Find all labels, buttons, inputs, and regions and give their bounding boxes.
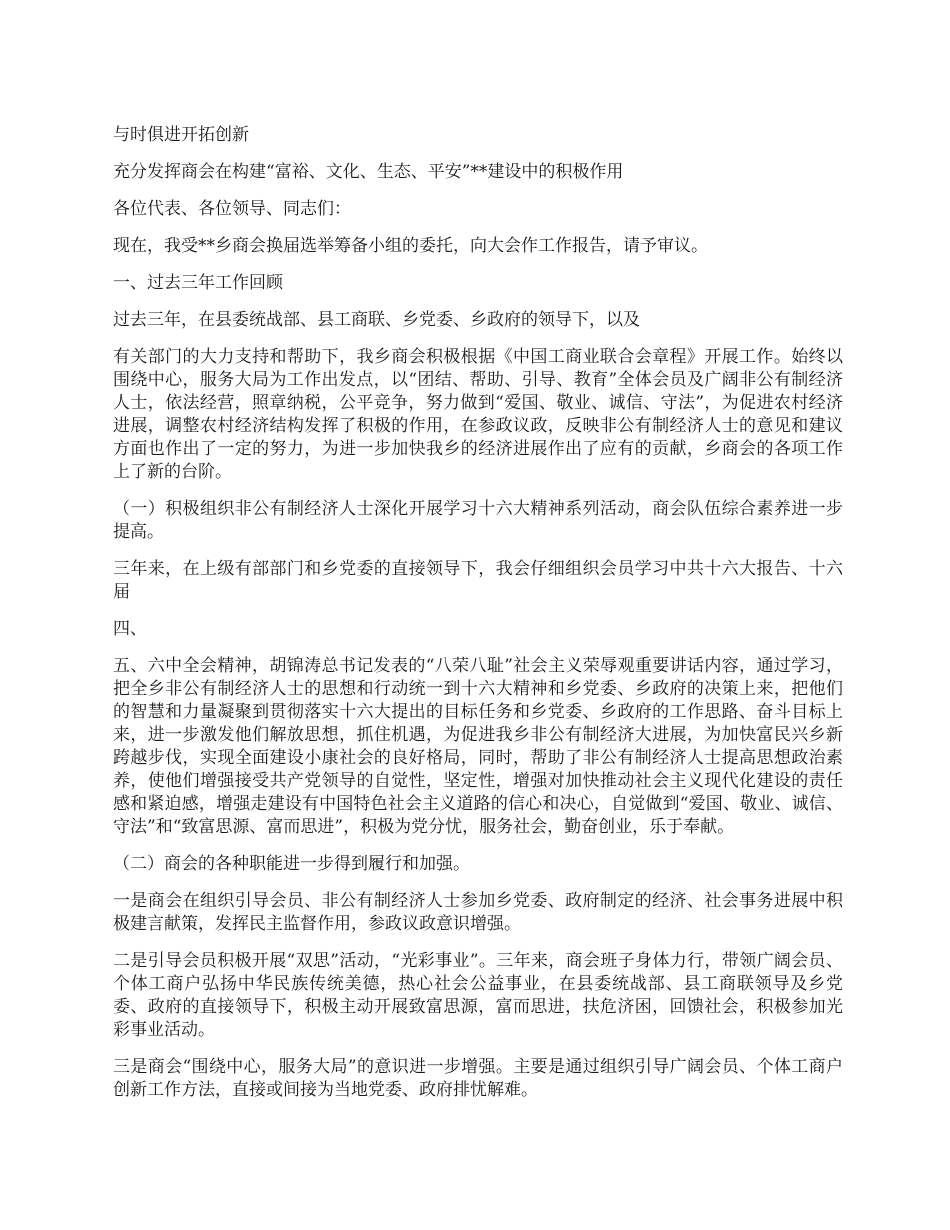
document-page	[113, 124, 843, 1116]
paragraph: 有关部门的大力支持和帮助下，我乡商会积极根据《中国工商业联合会章程》开展工作。始终以围绕中心，服务大局为工作出发点，以“团结、帮助、引导、教育”全体会员及广阔非公有制经济人士，依法经营，照章纳税，公平竞争，努力做到“爱国、敬业、诚信、守法”，为促进农村经济进展，调整农村经济结构发挥了积极的作用，在参政议政，反映非公有制经济人士的意见和建议方面也作出了一定的努力，为进一步加快我乡的经济进展作出了应有的贡献，乡商会的各项工作上了新的台阶。	[113, 347, 843, 482]
subsection-heading: （一）积极组织非公有制经济人士深化开展学习十六大精神系列活动，商会队伍综合素养进一步提高。	[113, 499, 843, 542]
paragraph: 三年来，在上级有部部门和乡党委的直接领导下，我会仔细组织会员学习中共十六大报告、十六届	[113, 559, 843, 602]
paragraph: 一是商会在组织引导会员、非公有制经济人士参加乡党委、政府制定的经济、社会事务进展中积极建言献策，发挥民主监督作用，参政议政意识增强。	[113, 891, 843, 934]
paragraph: 过去三年，在县委统战部、县工商联、乡党委、乡政府的领导下，以及	[113, 310, 640, 330]
salutation: 各位代表、各位领导、同志们：	[113, 199, 351, 219]
subsection-heading: （二）商会的各种职能进一步得到履行和加强。	[113, 854, 470, 874]
section-heading: 一、过去三年工作回顾	[113, 273, 283, 293]
document-subtitle: 充分发挥商会在构建“富裕、文化、生态、平安”**建设中的积极作用	[113, 162, 624, 182]
document-title: 与时俱进开拓创新	[113, 125, 249, 145]
paragraph: 五、六中全会精神，胡锦涛总书记发表的“八荣八耻”社会主义荣辱观重要讲话内容，通过学习，把全乡非公有制经济人士的思想和行动统一到十六大精神和乡党委、乡政府的决策上来，把他们的智慧和力量凝聚到贯彻落实十六大提出的目标任务和乡党委、乡政府的工作思路、奋斗目标上来，进一步激发他们解放思想，抓住机遇，为促进我乡非公有制经济大进展，为加快富民兴乡新跨越步伐，实现全面建设小康社会的良好格局，同时，帮助了非公有制经济人士提高思想政治素养，使他们增强接受共产党领导的自觉性，坚定性，增强对加快推动社会主义现代化建设的责任感和紧迫感，增强走建设有中国特色社会主义道路的信心和决心，自觉做到“爱国、敬业、诚信、守法”和“致富思源、富而思进”，积极为党分忧，服务社会，勤奋创业，乐于奉献。	[113, 656, 843, 837]
paragraph: 三是商会“围绕中心，服务大局”的意识进一步增强。主要是通过组织引导广阔会员、个体工商户创新工作方法，直接或间接为当地党委、政府排忧解难。	[113, 1057, 843, 1100]
paragraph: 二是引导会员积极开展“双思”活动，“光彩事业”。三年来，商会班子身体力行，带领广阔会员、个体工商户弘扬中华民族传统美德，热心社会公益事业，在县委统战部、县工商联领导及乡党委、政府的直接领导下，积极主动开展致富思源，富而思进，扶危济困，回馈社会，积极参加光彩事业活动。	[113, 951, 843, 1040]
paragraph: 四、	[113, 619, 147, 639]
paragraph: 现在，我受**乡商会换届选举筹备小组的委托，向大会作工作报告，请予审议。	[113, 236, 708, 256]
